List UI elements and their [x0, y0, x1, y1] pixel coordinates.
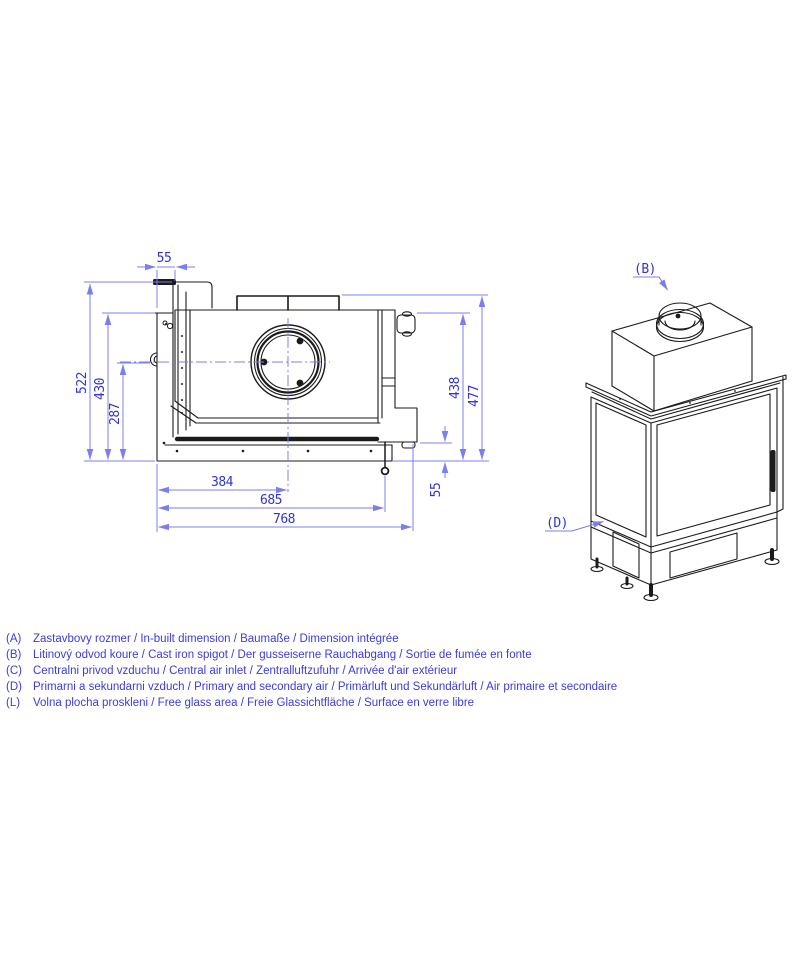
plan-view — [151, 279, 418, 474]
label-air-inlet: (D) — [546, 516, 568, 531]
label-spigot: (B) — [634, 262, 656, 277]
dim-right-offset: 55 — [429, 482, 444, 498]
legend-text: Litinový odvod koure / Cast iron spigot / Der gusseiserne Rauchabgang / Sortie de fumée en fonte — [33, 649, 532, 661]
centerlines — [120, 318, 330, 492]
legend-item — [6, 631, 786, 647]
legend-text: Primarni a sekundarni vzduch / Primary and secondary air / Primärluft und Sekundärluft / Air primaire et secondaire — [33, 681, 618, 693]
dim-bottom-center: 384 — [211, 475, 233, 490]
legend-text: Volna plocha proskleni / Free glass area / Freie Glassichtfläche / Surface en verre libre — [33, 697, 475, 709]
flue-spigot — [657, 303, 704, 342]
legend-key: (C) — [6, 665, 22, 677]
mounting-tabs — [237, 296, 339, 310]
isometric-view — [586, 303, 786, 601]
right-step — [378, 408, 417, 448]
legend-text: Zastavbovy rozmer / In-built dimension / Baumaße / Dimension intégrée — [33, 633, 399, 645]
dim-left-outer: 522 — [75, 372, 90, 394]
legs-and-feet — [591, 532, 779, 601]
damper-knob — [397, 312, 415, 336]
plan-dimension-labels — [75, 251, 482, 527]
legend — [6, 631, 786, 711]
legend-item — [6, 695, 786, 711]
legend-item — [6, 647, 786, 663]
dim-left-mid: 430 — [93, 378, 108, 400]
legend-key: (B) — [6, 649, 22, 661]
legend-item — [6, 663, 786, 679]
firebox-body — [171, 310, 395, 423]
front-frame — [165, 439, 392, 445]
legend-text: Centralni privod vzduchu / Central air inlet / Zentralluftzufuhr / Arrivée d'air extérieur — [33, 665, 458, 677]
dim-right-inner: 438 — [448, 377, 463, 399]
smoke-chamber-box — [612, 303, 752, 411]
dim-bottom-mid: 685 — [260, 493, 282, 508]
dim-left-inner: 287 — [108, 403, 123, 425]
legend-key: (D) — [6, 681, 22, 693]
dim-top-offset: 55 — [156, 251, 172, 266]
legend-key: (A) — [6, 633, 22, 645]
dim-right-outer: 477 — [467, 385, 482, 407]
hinge-detail — [151, 321, 173, 366]
legend-item — [6, 679, 786, 695]
hanging-pin — [382, 442, 389, 474]
base-plinth — [591, 512, 777, 585]
dim-bottom-outer: 768 — [273, 512, 295, 527]
legend-key: (L) — [6, 697, 21, 709]
